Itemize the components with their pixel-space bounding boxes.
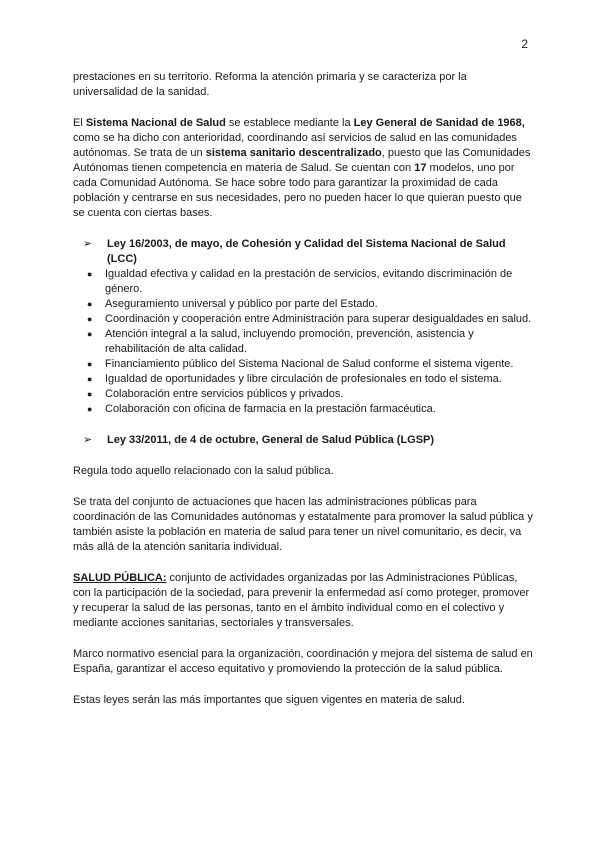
text-run: se establece mediante la [225, 117, 354, 129]
list-item [87, 297, 533, 312]
definition-text: conjunto de actividades organizadas por las Administraciones Públicas, con la participación de la sociedad, para prevenir la enfermedad así como proteger, promover y recuperar la salud de las personas, tanto en el ámbito individual como en el colectivo y mediante acciones sanitarias, sectoriales y transversales. [73, 572, 530, 629]
list-item-text: Colaboración entre servicios públicos y privados. [105, 388, 344, 400]
list-item [87, 372, 533, 387]
bold-run: sistema sanitario descentralizado [205, 147, 382, 159]
definition-term: SALUD PÚBLICA: [73, 572, 167, 584]
bullet-dot-icon: ● [87, 329, 93, 339]
list-item-text: Igualdad de oportunidades y libre circulación de profesionales en todo el sistema. [105, 373, 502, 385]
lcc-heading-text: Ley 16/2003, de mayo, de Cohesión y Calidad del Sistema Nacional de Salud (LCC) [107, 238, 506, 265]
lcc-heading [83, 237, 533, 267]
list-item [87, 357, 533, 372]
list-item-text: Coordinación y cooperación entre Administración para superar desigualdades en salud. [105, 313, 532, 325]
lgsp-heading-text: Ley 33/2011, de 4 de octubre, General de Salud Pública (LGSP) [107, 434, 435, 446]
bullet-dot-icon: ● [87, 359, 93, 369]
document-body [73, 70, 533, 708]
bold-run: Sistema Nacional de Salud [85, 117, 226, 129]
text-run: El [73, 117, 86, 129]
lcc-principles-list [87, 267, 533, 417]
text-run: como se ha dicho con anterioridad, coordinando así servicios de salud en las comunidades autónomas. Se trata de un [73, 132, 517, 159]
text-run: modelos, uno por cada Comunidad Autónoma. Se hace sobre todo para garantizar la proximidad de cada población y centrarse en sus necesidades, pero no pueden hacer lo que quieran puesto que se cuenta con ciertas bases. [73, 162, 522, 219]
intro-paragraph: prestaciones en su territorio. Reforma la atención primaria y se caracteriza por la universalidad de la sanidad. [73, 71, 467, 98]
list-item-text: Igualdad efectiva y calidad en la prestación de servicios, evitando discriminación de género. [105, 268, 513, 295]
list-item-text: Aseguramiento universal y público por parte del Estado. [105, 298, 378, 310]
lgsp-description: Se trata del conjunto de actuaciones que hacen las administraciones públicas para coordinación de las Comunidades autónomas y estatalmente para promover la salud pública y también asiste la población en materia de salud para tener un nivel comunitario, es decir, va más allá de la atención sanitaria individual. [73, 496, 533, 553]
bullet-dot-icon: ● [87, 314, 93, 324]
list-item-text: Colaboración con oficina de farmacia en la prestación farmacéutica. [105, 403, 436, 415]
bullet-dot-icon: ● [87, 389, 93, 399]
list-item [87, 387, 533, 402]
list-item-text: Atención integral a la salud, incluyendo promoción, prevención, asistencia y rehabilitación de alta calidad. [105, 328, 474, 355]
bullet-dot-icon: ● [87, 299, 93, 309]
list-item-text: Financiamiento público del Sistema Nacional de Salud conforme el sistema vigente. [105, 358, 514, 370]
text-run: , puesto que las Comunidades Autónomas tienen competencia en materia de Salud. Se cuentan con [73, 147, 531, 174]
list-item [87, 402, 533, 417]
lgsp-heading [83, 433, 533, 448]
marco-paragraph: Marco normativo esencial para la organización, coordinación y mejora del sistema de salud en España, garantizar el acceso equitativo y promoviendo la protección de la salud pública. [73, 648, 533, 675]
arrow-bullet-icon: ➢ [83, 434, 93, 446]
lgsp-summary: Regula todo aquello relacionado con la salud pública. [73, 465, 334, 477]
list-item [87, 312, 533, 327]
bullet-dot-icon: ● [87, 374, 93, 384]
bold-run: Ley General de Sanidad de 1968, [353, 117, 525, 129]
list-item [87, 327, 533, 357]
bold-run: 17 [414, 162, 427, 174]
page-number: 2 [521, 37, 528, 51]
arrow-bullet-icon: ➢ [83, 238, 93, 250]
list-item [87, 267, 533, 297]
sns-paragraph [73, 116, 533, 221]
closing-paragraph: Estas leyes serán las más importantes que siguen vigentes en materia de salud. [73, 694, 465, 706]
bullet-dot-icon: ● [87, 269, 93, 279]
salud-publica-definition [73, 571, 533, 631]
bullet-dot-icon: ● [87, 404, 93, 414]
